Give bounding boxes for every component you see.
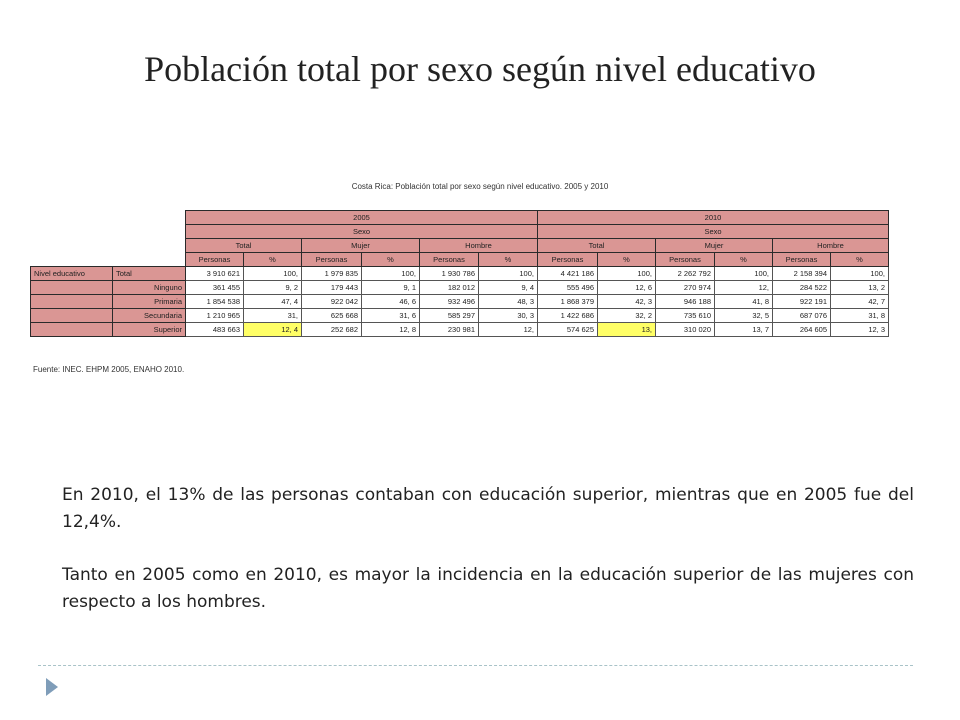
table-cell: 31, 6 (362, 309, 420, 323)
table-cell: 13, 2 (831, 281, 889, 295)
subheader-cell: % (831, 253, 889, 267)
table-cell: 264 605 (773, 323, 831, 337)
table-cell: 9, 2 (244, 281, 302, 295)
table-row (31, 323, 889, 337)
table-cell: 12, 8 (362, 323, 420, 337)
table-row (31, 281, 889, 295)
table-cell: 12, 6 (598, 281, 656, 295)
table-cell: 1 930 786 (420, 267, 479, 281)
sexo-header-row (31, 225, 889, 239)
group-header: Mujer (302, 239, 420, 253)
subheader-cell: % (715, 253, 773, 267)
subheader-cell: Personas (656, 253, 715, 267)
table-cell: 1 854 538 (186, 295, 244, 309)
row-label: Total (113, 267, 186, 281)
subheader-cell: % (479, 253, 538, 267)
table-cell: 932 496 (420, 295, 479, 309)
table-cell: 31, 8 (831, 309, 889, 323)
table-cell: 9, 1 (362, 281, 420, 295)
table-cell: 100, (479, 267, 538, 281)
table-cell: 310 020 (656, 323, 715, 337)
table-cell: 1 422 686 (538, 309, 598, 323)
subheader-cell: Personas (420, 253, 479, 267)
table-cell: 687 076 (773, 309, 831, 323)
table-cell: 270 974 (656, 281, 715, 295)
table-cell: 42, 7 (831, 295, 889, 309)
table-cell: 3 910 621 (186, 267, 244, 281)
group-header: Hombre (420, 239, 538, 253)
subheader-cell: Personas (186, 253, 244, 267)
year-header-row (31, 211, 889, 225)
table-cell: 230 981 (420, 323, 479, 337)
table-cell: 1 868 379 (538, 295, 598, 309)
subheader-cell: Personas (302, 253, 362, 267)
table-cell: 48, 3 (479, 295, 538, 309)
table-cell: 922 191 (773, 295, 831, 309)
subheader-cell: Personas (538, 253, 598, 267)
subheader-row (31, 253, 889, 267)
table-cell: 252 682 (302, 323, 362, 337)
highlighted-cell: 13, (598, 323, 656, 337)
education-table (30, 210, 889, 337)
table-cell: 735 610 (656, 309, 715, 323)
table-cell: 1 979 835 (302, 267, 362, 281)
table-cell: 574 625 (538, 323, 598, 337)
table-caption: Costa Rica: Población total por sexo según nivel educativo. 2005 y 2010 (351, 182, 609, 191)
group-header: Mujer (656, 239, 773, 253)
year-2010-header: 2010 (538, 211, 889, 225)
table-cell: 100, (244, 267, 302, 281)
table-cell: 1 210 965 (186, 309, 244, 323)
group-header: Hombre (773, 239, 889, 253)
table-cell: 9, 4 (479, 281, 538, 295)
table-cell: 179 443 (302, 281, 362, 295)
table-cell: 32, 2 (598, 309, 656, 323)
slide-title: Población total por sexo según nivel educativo (144, 49, 816, 89)
subheader-cell: % (598, 253, 656, 267)
paragraph-2: Tanto en 2005 como en 2010, es mayor la incidencia en la educación superior de las mujeres con respecto a los hombres. (62, 565, 914, 612)
table-cell: 2 262 792 (656, 267, 715, 281)
year-2005-header: 2005 (186, 211, 538, 225)
table-cell: 284 522 (773, 281, 831, 295)
table-cell: 47, 4 (244, 295, 302, 309)
group-header: Total (186, 239, 302, 253)
row-label: Superior (113, 323, 186, 337)
table-cell: 555 496 (538, 281, 598, 295)
table-cell: 12, (715, 281, 773, 295)
table-cell: 100, (715, 267, 773, 281)
table-cell: 46, 6 (362, 295, 420, 309)
group-header-row (31, 239, 889, 253)
table-cell: 41, 8 (715, 295, 773, 309)
table-cell: 100, (362, 267, 420, 281)
table-cell: 100, (831, 267, 889, 281)
table-cell: 12, (479, 323, 538, 337)
triangle-arrow-icon (46, 678, 58, 696)
sexo-header-2005: Sexo (186, 225, 538, 239)
table-cell: 12, 3 (831, 323, 889, 337)
row-label: Secundaria (113, 309, 186, 323)
table-row (31, 267, 889, 281)
footer-divider (38, 665, 913, 666)
highlighted-cell: 12, 4 (244, 323, 302, 337)
table-cell: 4 421 186 (538, 267, 598, 281)
subheader-cell: % (244, 253, 302, 267)
table-cell: 2 158 394 (773, 267, 831, 281)
row-label: Ninguno (113, 281, 186, 295)
table-cell: 361 455 (186, 281, 244, 295)
table-cell: 182 012 (420, 281, 479, 295)
table-row (31, 309, 889, 323)
row-label: Primaria (113, 295, 186, 309)
subheader-cell: % (362, 253, 420, 267)
sexo-header-2010: Sexo (538, 225, 889, 239)
table-cell: 13, 7 (715, 323, 773, 337)
table-cell: 31, (244, 309, 302, 323)
table-cell: 625 668 (302, 309, 362, 323)
table-source: Fuente: INEC. EHPM 2005, ENAHO 2010. (33, 365, 185, 374)
paragraph-1: En 2010, el 13% de las personas contaban con educación superior, mientras que en 2005 fue del 12,4%. (62, 485, 914, 532)
table-cell: 32, 5 (715, 309, 773, 323)
group-header: Total (538, 239, 656, 253)
row-header-label: Nivel educativo (31, 267, 113, 281)
table-row (31, 295, 889, 309)
table-cell: 42, 3 (598, 295, 656, 309)
table-cell: 946 188 (656, 295, 715, 309)
subheader-cell: Personas (773, 253, 831, 267)
table-cell: 922 042 (302, 295, 362, 309)
table-cell: 100, (598, 267, 656, 281)
table-cell: 483 663 (186, 323, 244, 337)
table-cell: 30, 3 (479, 309, 538, 323)
table-cell: 585 297 (420, 309, 479, 323)
